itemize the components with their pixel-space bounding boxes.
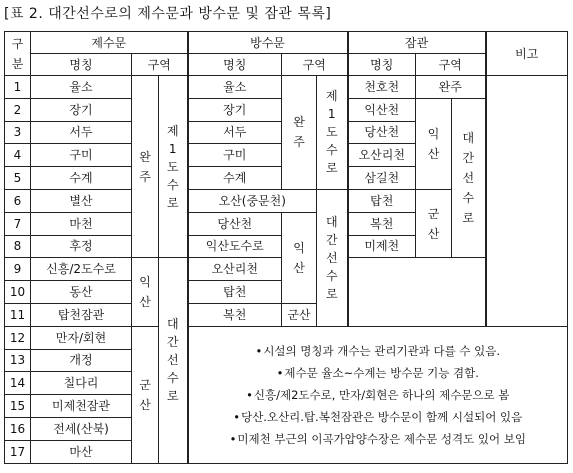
jesumun-name: 마천 — [31, 212, 132, 235]
row-number: 9 — [5, 258, 31, 281]
jesumun-channel-main: 대간선수로 — [159, 258, 188, 463]
header-jesumun: 제수문 — [31, 32, 188, 54]
bangsumun-name: 오산(중문천) — [188, 189, 317, 212]
note-item: • 당산.오산리.탑.복천잠관은 방수문이 함께 시설되어 있음 — [189, 406, 568, 428]
row-number: 16 — [5, 417, 31, 440]
row-number: 6 — [5, 189, 31, 212]
header-bigo: 비고 — [486, 32, 568, 76]
header-jamgwan-zone: 구역 — [416, 54, 486, 76]
jamgwan-name: 당산천 — [348, 121, 416, 144]
row-number: 10 — [5, 281, 31, 304]
jesumun-name: 개정 — [31, 349, 132, 372]
row-number: 17 — [5, 440, 31, 463]
jamgwan-name: 천호천 — [348, 76, 416, 99]
jamgwan-empty — [348, 258, 486, 326]
facility-table — [4, 31, 568, 464]
bangsumun-name: 오산리천 — [188, 258, 282, 281]
header-bangsumun: 방수문 — [188, 32, 348, 54]
jesumun-name: 만자/회현 — [31, 326, 132, 349]
bangsumun-zone-iksan: 익산 — [282, 212, 317, 303]
jesumun-name: 칠다리 — [31, 372, 132, 395]
jesumun-name: 탑천잠관 — [31, 303, 132, 326]
jamgwan-channel: 대간선수로 — [452, 98, 486, 258]
note-item: • 미제천 부근의 이곡가압양수장은 제수문 성격도 있어 보임 — [189, 428, 568, 450]
header-bangsumun-name: 명칭 — [188, 54, 282, 76]
jesumun-zone-wanju: 완주 — [132, 76, 159, 258]
bangsumun-zone-wanju: 완주 — [282, 76, 317, 190]
row-number: 3 — [5, 121, 31, 144]
bangsumun-zone-gunsan: 군산 — [282, 303, 317, 326]
jamgwan-name: 익산천 — [348, 98, 416, 121]
bangsumun-name: 익산도수로 — [188, 235, 282, 258]
jamgwan-zone-gunsan: 군산 — [416, 189, 452, 257]
note-item: • 시설의 명칭과 개수는 관리기관과 다를 수 있음. — [189, 340, 568, 362]
note-item: • 제수문 율소~수계는 방수문 기능 겸함. — [189, 362, 568, 384]
header-jamgwan: 잠관 — [348, 32, 486, 54]
bangsumun-channel-first: 제1도수로 — [317, 76, 348, 190]
row-number: 7 — [5, 212, 31, 235]
table-caption: [표 2. 대간선수로의 제수문과 방수문 및 잠관 목록] — [4, 6, 332, 22]
row-number: 8 — [5, 235, 31, 258]
jesumun-zone-gunsan: 군산 — [132, 326, 159, 463]
header-bangsumun-zone: 구역 — [282, 54, 348, 76]
jesumun-name: 마산 — [31, 440, 132, 463]
header-gubun: 구 분 — [5, 32, 31, 76]
header-jesumun-zone: 구역 — [132, 54, 188, 76]
jamgwan-name: 복천 — [348, 212, 416, 235]
row-number: 11 — [5, 303, 31, 326]
bangsumun-name: 구미 — [188, 144, 282, 167]
bangsumun-name: 장기 — [188, 98, 282, 121]
jesumun-name: 미제천잠관 — [31, 395, 132, 418]
bangsumun-name: 서두 — [188, 121, 282, 144]
jamgwan-name: 미제천 — [348, 235, 416, 258]
table-row — [5, 76, 568, 99]
row-number: 14 — [5, 372, 31, 395]
jesumun-name: 동산 — [31, 281, 132, 304]
table-row — [5, 326, 568, 349]
jesumun-name: 전세(산북) — [31, 417, 132, 440]
bangsumun-name: 율소 — [188, 76, 282, 99]
row-number: 12 — [5, 326, 31, 349]
bangsumun-channel-main: 대간선수로 — [317, 189, 348, 326]
header-jamgwan-name: 명칭 — [348, 54, 416, 76]
row-number: 2 — [5, 98, 31, 121]
row-number: 5 — [5, 167, 31, 190]
row-number: 13 — [5, 349, 31, 372]
jesumun-zone-iksan: 익산 — [132, 258, 159, 326]
remarks-cell — [486, 76, 568, 327]
jamgwan-name: 오산리천 — [348, 144, 416, 167]
bangsumun-name: 당산천 — [188, 212, 282, 235]
note-item: • 신흥/제2도수로, 만자/회현은 하나의 제수문으로 봄 — [189, 384, 568, 406]
header-jesumun-name: 명칭 — [31, 54, 132, 76]
jesumun-name: 별산 — [31, 189, 132, 212]
bangsumun-name: 복천 — [188, 303, 282, 326]
bangsumun-name: 탑천 — [188, 281, 282, 304]
jesumun-name: 장기 — [31, 98, 132, 121]
row-number: 1 — [5, 76, 31, 99]
notes-panel — [188, 326, 568, 463]
jamgwan-name: 삼길천 — [348, 167, 416, 190]
row-number: 4 — [5, 144, 31, 167]
jesumun-name: 후정 — [31, 235, 132, 258]
jesumun-name: 수계 — [31, 167, 132, 190]
jamgwan-zone-iksan: 익산 — [416, 98, 452, 189]
row-number: 15 — [5, 395, 31, 418]
jesumun-name: 신흥/2도수로 — [31, 258, 132, 281]
bangsumun-name: 수계 — [188, 167, 282, 190]
jesumun-name: 구미 — [31, 144, 132, 167]
jamgwan-zone-wanju: 완주 — [416, 76, 486, 99]
jesumun-channel-first: 제1도수로 — [159, 76, 188, 258]
jesumun-name: 율소 — [31, 76, 132, 99]
jamgwan-name: 탑천 — [348, 189, 416, 212]
jesumun-name: 서두 — [31, 121, 132, 144]
